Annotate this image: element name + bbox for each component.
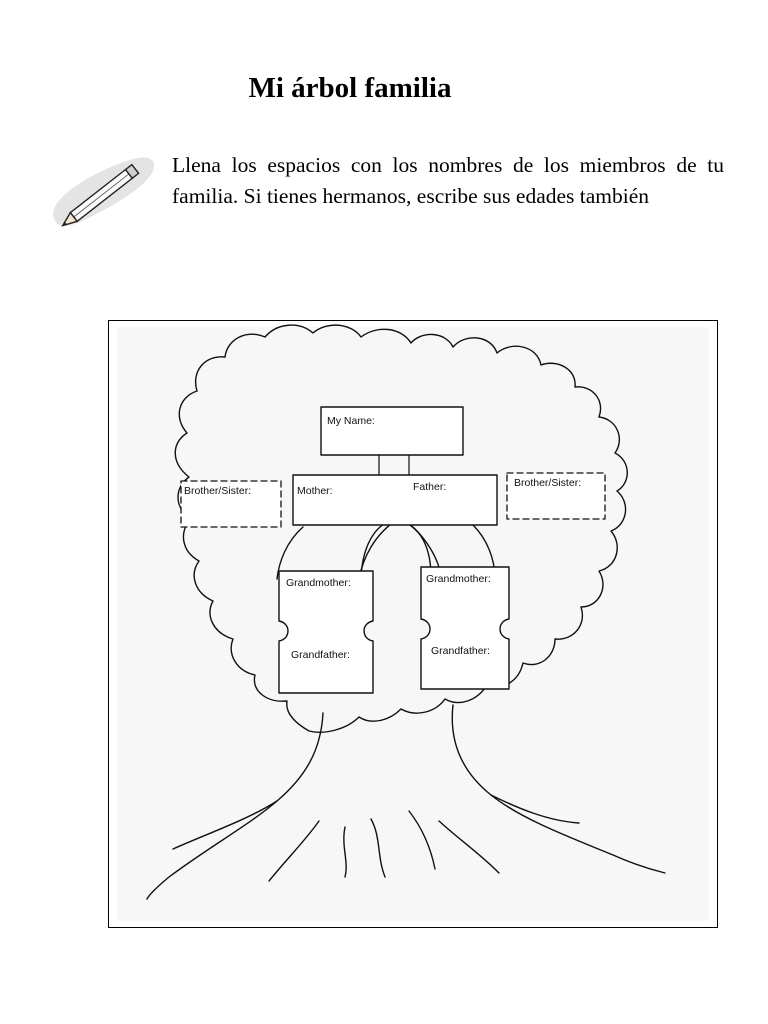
box-parents — [293, 475, 497, 525]
label-maternal-grandmother: Grandmother: — [286, 577, 351, 589]
tree-root-1 — [173, 801, 277, 849]
tree-root-4 — [371, 819, 385, 877]
tree-root-5 — [409, 811, 435, 869]
family-tree-frame — [108, 320, 718, 928]
page-title: Mi árbol familia — [248, 72, 452, 104]
label-mother: Mother: — [297, 485, 333, 497]
label-sibling-right: Brother/Sister: — [514, 477, 582, 489]
tree-root-7 — [439, 821, 499, 873]
label-sibling-left: Brother/Sister: — [184, 485, 252, 497]
label-father: Father: — [413, 481, 447, 493]
label-paternal-grandfather: Grandfather: — [431, 645, 490, 657]
tree-canopy-outline — [175, 325, 627, 732]
tree-drawing — [109, 321, 717, 927]
tree-root-2 — [269, 821, 319, 881]
tree-root-3 — [344, 827, 346, 877]
label-my-name: My Name: — [327, 415, 375, 427]
box-paternal-grandparents — [421, 567, 509, 689]
instructions-text: Llena los espacios con los nombres de los miembros de tu familia. Si tienes hermanos, escribe sus edades también — [172, 153, 724, 208]
label-maternal-grandfather: Grandfather: — [291, 649, 350, 661]
tree-root-6 — [491, 795, 579, 823]
tree-trunk-left — [147, 713, 323, 899]
connector-name-parents — [379, 453, 409, 477]
label-paternal-grandmother: Grandmother: — [426, 573, 491, 585]
pencil-icon — [44, 144, 156, 240]
box-maternal-grandparents — [279, 571, 373, 693]
tree-trunk-right — [452, 705, 665, 873]
